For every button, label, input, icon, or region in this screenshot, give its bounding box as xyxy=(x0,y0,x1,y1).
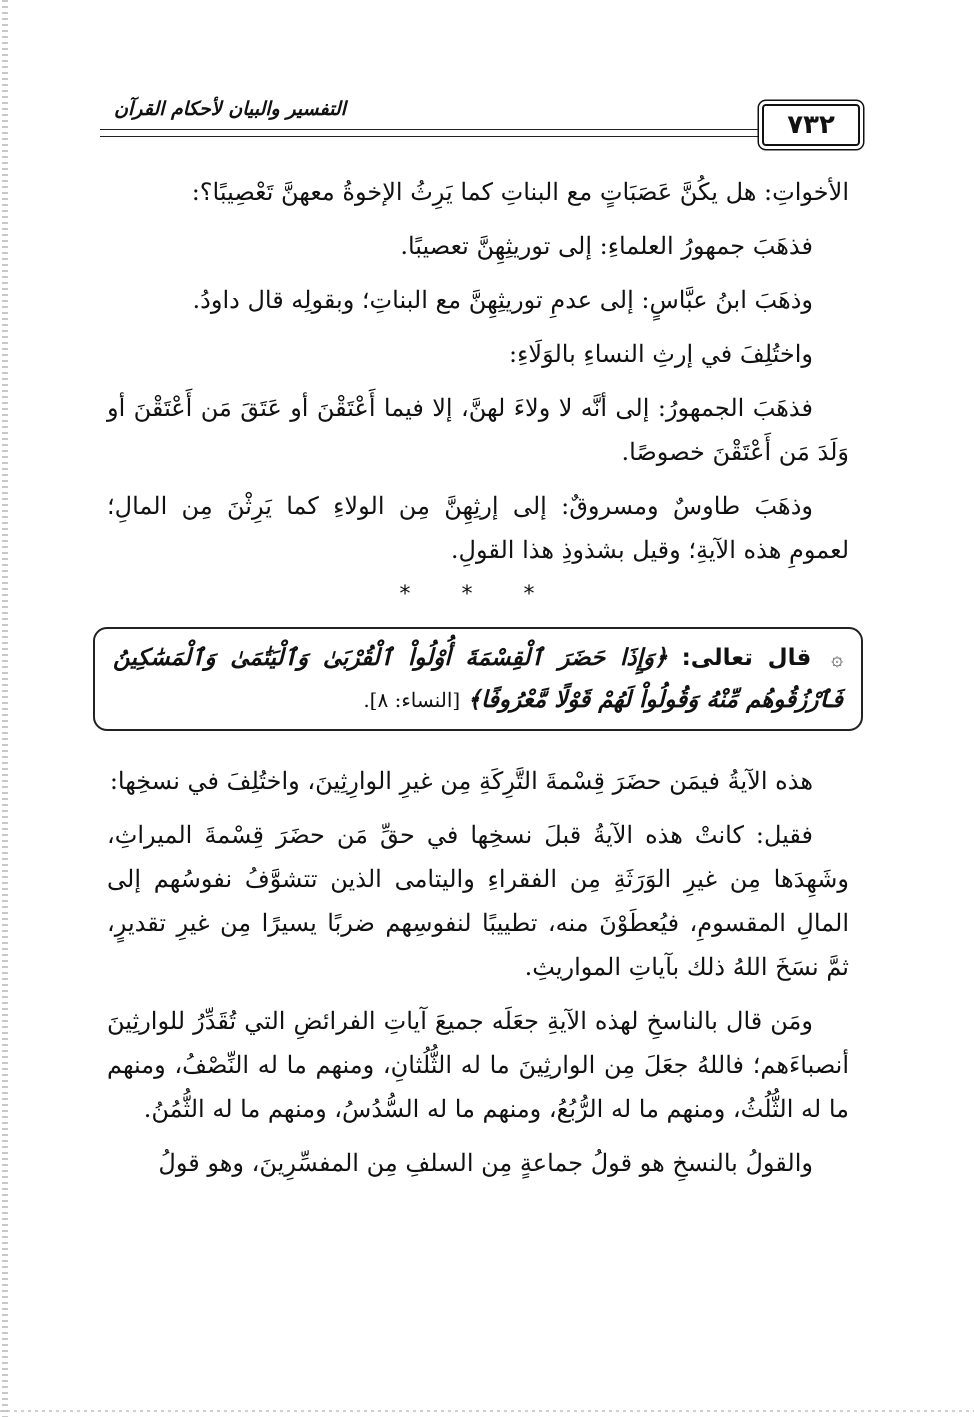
scan-bottom-artifact xyxy=(0,1410,974,1412)
verse-reference: [النساء: ٨]. xyxy=(363,688,461,712)
page-number-box xyxy=(762,104,860,146)
scan-edge-artifact xyxy=(2,0,8,1417)
paragraph-bottom-2: فقيل: كانتْ هذه الآيةُ قبلَ نسخِها في حقِّ مَن حضَرَ قِسْمةَ الميراثِ، وشَهِدَها مِن غيرِ الوَرَثَةِ مِن الفقراءِ واليتامى الذين تتشوَّفُ نفوسُهم إلى المالِ المقسومِ، فيُعطَوْنَ منه، تطييبًا لنفوسِهم ضربًا يسيرًا مِن غيرِ تقديرٍ، ثمَّ نسَخَ اللهُ ذلك بآياتِ المواريثِ. xyxy=(107,821,849,981)
paragraph-bottom-4: والقولُ بالنسخِ هو قولُ جماعةٍ مِن السلفِ مِن المفسِّرِينَ، وهو قولُ xyxy=(158,1149,813,1177)
verse-intro: قال تعالى: xyxy=(681,645,812,671)
paragraph-top-3: وذهَبَ ابنُ عبَّاسٍ: إلى عدمِ توريثِهِنَّ مع البناتِ؛ وبقولِه قال داودُ. xyxy=(192,286,813,314)
paragraph-top-4: واختُلِفَ في إرثِ النساءِ بالوَلَاءِ: xyxy=(509,340,813,368)
book-title: التفسير والبيان لأحكام القرآن xyxy=(108,98,352,120)
header-rule-bottom xyxy=(100,136,860,137)
verse-box xyxy=(93,627,863,731)
paragraph-bottom-3: ومَن قال بالناسخِ لهذه الآيةِ جعَلَه جميعَ آياتِ الفرائضِ التي تُقَدِّرُ للوارثِينَ أنصباءَهم؛ فاللهُ جعَلَ مِن الوارثِينَ ما له الثُّلُثانِ، ومنهم ما له النِّصْفُ، ومنهم ما له الثُّلُثُ، ومنهم ما له الرُّبُعُ، ومنهم ما له السُّدُسُ، ومنهم ما له الثُّمُنُ. xyxy=(107,1007,849,1123)
verse-text: ﴿وَإِذَا حَضَرَ ٱلْقِسْمَةَ أُوْلُواْ ٱلْقُرْبَىٰ وَٱلْيَتَٰمَىٰ وَٱلْمَسَٰكِينُ فَٱرْزُقُوهُم مِّنْهُ وَقُولُواْ لَهُمْ قَوْلًا مَّعْرُوفًا﴾ xyxy=(113,644,843,713)
paragraph-top-6: وذهَبَ طاوسٌ ومسروقٌ: إلى إرثِهِنَّ مِن الولاءِ كما يَرِثْنَ مِن المالِ؛ لعمومِ هذه الآيةِ؛ وقيل بشذوذِ هذا القولِ. xyxy=(107,492,849,564)
paragraph-top-1: الأخواتِ: هل يكُنَّ عَصَبَاتٍ مع البناتِ كما يَرِثُ الإخوةُ معهنَّ تَعْصِيبًا؟: xyxy=(191,178,849,206)
page-header xyxy=(100,92,860,154)
header-rule-top xyxy=(100,129,860,130)
paragraph-top-2: فذهَبَ جمهورُ العلماءِ: إلى توريثِهِنَّ تعصيبًا. xyxy=(400,232,813,260)
paragraph-bottom-1: هذه الآيةُ فيمَن حضَرَ قِسْمةَ التَّرِكَةِ مِن غيرِ الوارِثِينَ، واختُلِفَ في نسخِها: xyxy=(109,767,813,795)
verse-ornament-icon: ۞ xyxy=(831,646,843,670)
page-number: ٧٣٢ xyxy=(787,110,835,140)
section-separator: * * * xyxy=(399,582,557,607)
paragraph-top-5: فذهَبَ الجمهورُ: إلى أنَّه لا ولاءَ لهنَّ، إلا فيما أَعْتَقْنَ أو عَتَقَ مَن أَعْتَقْنَ أو وَلَدَ مَن أَعْتَقْنَ خصوصًا. xyxy=(107,394,849,466)
page-content xyxy=(107,170,849,1195)
